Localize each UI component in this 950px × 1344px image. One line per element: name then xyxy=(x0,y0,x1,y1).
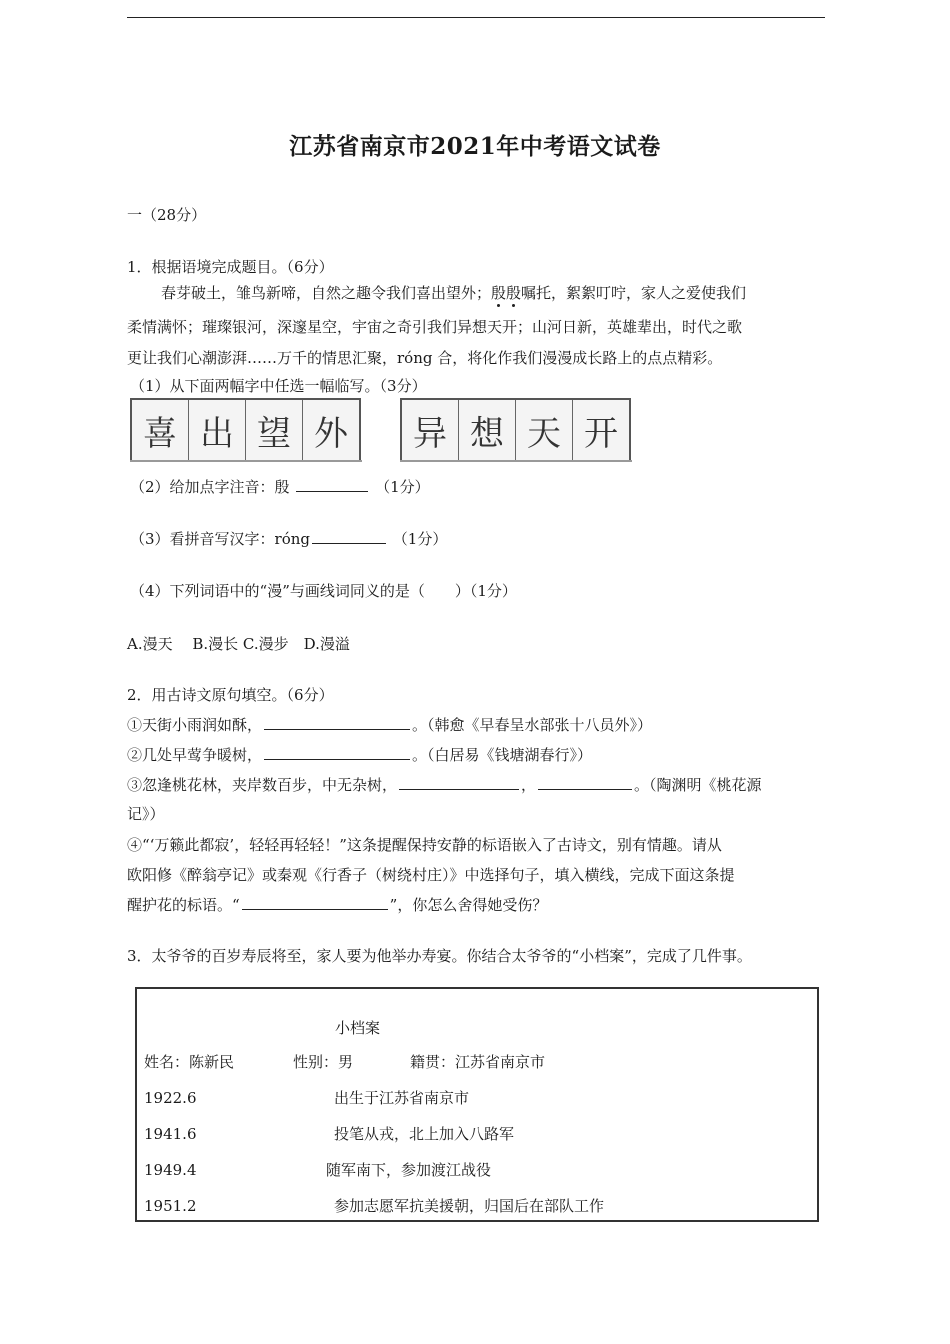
calligraphy-sample-a xyxy=(130,398,361,462)
profile-event: 参加志愿军抗美援朝，归国后在部队工作 xyxy=(334,1197,605,1215)
q1-passage-line3: 更让我们心潮澎湃……万千的情思汇聚，róng 合，将化作我们漫漫成长路上的点点精彩。 xyxy=(127,349,723,367)
q2-line1-text: ①天街小雨润如酥， xyxy=(127,716,263,734)
answer-blank[interactable] xyxy=(399,775,519,790)
profile-gender: 性别：男 xyxy=(293,1053,354,1071)
q2-line4-2: 欧阳修《醉翁亭记》或秦观《行香子（树绕村庄）》中选择句子，填入横线，完成下面这条提 xyxy=(127,866,735,884)
profile-event: 随军南下，参加渡江战役 xyxy=(326,1161,492,1179)
profile-title: 小档案 xyxy=(335,1019,381,1037)
page-title: 江苏省南京市2021年中考语文试卷 xyxy=(289,133,661,160)
profile-date: 1951.2 xyxy=(144,1197,197,1215)
answer-blank[interactable] xyxy=(296,477,368,492)
q2-line1-source: 。（韩愈《早春呈水部张十八员外》） xyxy=(412,716,653,734)
q2-line4-text-end: ”，你怎么舍得她受伤？ xyxy=(389,896,548,914)
q1-passage-text-b: 嘱托，絮絮叮咛，家人之爱使我们 xyxy=(521,284,747,302)
answer-blank[interactable] xyxy=(264,745,410,760)
q1-sub3 xyxy=(130,529,447,549)
profile-origin: 籍贯：江苏省南京市 xyxy=(410,1053,546,1071)
calligraphy-char: 出 xyxy=(189,400,246,460)
answer-blank[interactable] xyxy=(242,895,388,910)
calligraphy-char: 开 xyxy=(573,400,629,460)
dotted-char: 殷 xyxy=(491,284,507,302)
calligraphy-char: 望 xyxy=(246,400,303,460)
q1-passage-line2: 柔情满怀；璀璨银河，深邃星空，宇宙之奇引我们异想天开；山河日新，英雄辈出，时代之歌 xyxy=(127,318,743,336)
q2-line3-text: ③忽逢桃花林，夹岸数百步，中无杂树， xyxy=(127,776,398,794)
image-shadow xyxy=(400,460,632,462)
q1-sub1: （1）从下面两幅字中任选一幅临写。（3分） xyxy=(130,377,427,395)
profile-event: 出生于江苏省南京市 xyxy=(334,1089,470,1107)
q2-line2-source: 。（白居易《钱塘湖春行》） xyxy=(412,746,593,764)
q1-passage-text-a: 春芽破土，雏鸟新啼，自然之趣令我们喜出望外； xyxy=(161,284,492,302)
q2-line4-3 xyxy=(127,895,547,915)
q1-sub3-score: （1分） xyxy=(392,530,448,548)
profile-date: 1941.6 xyxy=(144,1125,197,1143)
q2-line3-cont: 记》） xyxy=(127,805,165,823)
q1-sub3-text: （3）看拼音写汉字：róng xyxy=(130,530,311,548)
calligraphy-char: 异 xyxy=(402,400,459,460)
q2-line3-sep: ， xyxy=(521,776,537,794)
profile-box xyxy=(135,987,819,1222)
q2-header: 2．用古诗文原句填空。（6分） xyxy=(127,686,334,704)
q1-header: 1．根据语境完成题目。（6分） xyxy=(127,258,334,276)
q2-line3-source: 。（陶渊明《桃花源 xyxy=(634,776,762,794)
answer-blank[interactable] xyxy=(264,715,410,730)
q2-line2 xyxy=(127,745,592,765)
q1-sub4: （4）下列词语中的“漫”与画线词同义的是（ ）（1分） xyxy=(130,582,517,600)
q1-passage-line1 xyxy=(161,283,746,303)
calligraphy-char: 天 xyxy=(516,400,573,460)
image-shadow xyxy=(130,460,362,462)
q3-header: 3．太爷爷的百岁寿辰将至，家人要为他举办寿宴。你结合太爷爷的“小档案”，完成了几件事。 xyxy=(127,947,752,965)
top-rule xyxy=(127,17,825,18)
calligraphy-sample-b xyxy=(400,398,631,462)
q2-line2-text: ②几处早莺争暖树， xyxy=(127,746,263,764)
q2-line1 xyxy=(127,715,652,735)
section-header: 一（28分） xyxy=(127,206,207,224)
q1-sub2 xyxy=(130,477,430,497)
q2-line4-1: ④“‘万籁此都寂’，轻轻再轻轻！”这条提醒保持安静的标语嵌入了古诗文，别有情趣。请从 xyxy=(127,836,722,854)
profile-date: 1949.4 xyxy=(144,1161,197,1179)
profile-event: 投笔从戎，北上加入八路军 xyxy=(334,1125,515,1143)
q1-options: A.漫天 B.漫长 C.漫步 D.漫溢 xyxy=(127,635,350,653)
dotted-char: 殷 xyxy=(506,284,522,302)
q2-line4-text: 醒护花的标语。“ xyxy=(127,896,240,914)
q1-sub2-score: （1分） xyxy=(375,478,430,496)
profile-name: 姓名：陈新民 xyxy=(144,1053,235,1071)
q1-sub2-text: （2）给加点字注音：殷 xyxy=(130,478,290,496)
answer-blank[interactable] xyxy=(312,529,386,544)
calligraphy-char: 喜 xyxy=(132,400,189,460)
calligraphy-char: 想 xyxy=(459,400,516,460)
profile-date: 1922.6 xyxy=(144,1089,197,1107)
calligraphy-char: 外 xyxy=(303,400,359,460)
q2-line3 xyxy=(127,775,762,795)
answer-blank[interactable] xyxy=(538,775,632,790)
